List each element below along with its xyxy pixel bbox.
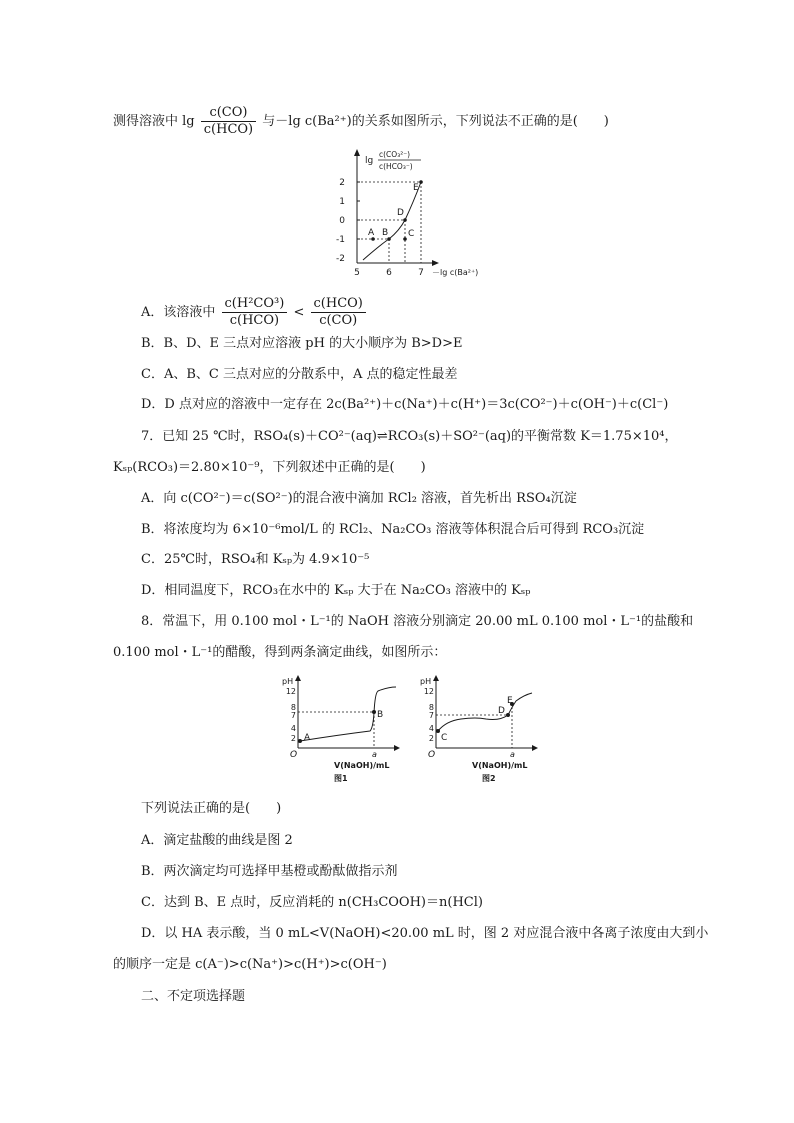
- q6-option-a-f2-den: c(CO): [319, 313, 358, 328]
- q6-option-a-pre: A．该溶液中: [141, 305, 216, 320]
- fig2-label-c: C: [441, 733, 448, 743]
- q6-option-a-lt: <: [293, 305, 305, 320]
- q6-label-e: E: [413, 183, 419, 193]
- fig1-xlabel: V(NaOH)/mL: [334, 761, 390, 770]
- q8-option-d-line1: D．以 HA 表示酸，当 0 mL<V(NaOH)<20.00 mL 时，图 2 对应混合液中各离子浓度由大到小: [141, 926, 709, 941]
- q6-curve: [363, 182, 421, 260]
- q6-point-e: [419, 180, 423, 184]
- q6-xtick: 7: [418, 268, 424, 278]
- fig1-origin: O: [290, 750, 298, 760]
- fig1-ylabel: pH: [282, 677, 294, 686]
- q7-line1: 7．已知 25 ℃时，RSO₄(s)＋CO²⁻(aq)⇌RCO₃(s)＋SO²⁻(aq)的平衡常数 K＝1.75×10⁴，: [141, 429, 678, 444]
- fig1-ytick: 7: [290, 711, 296, 720]
- q6-option-c: C．A、B、C 三点对应的分散系中，A 点的稳定性最差: [141, 367, 458, 382]
- q6-stem-pre: 测得溶液中 lg: [113, 114, 195, 129]
- q6-point-c: [403, 237, 407, 241]
- fig2-xtick: a: [510, 750, 515, 759]
- fig2-ytick: 7: [428, 711, 434, 720]
- q6-ytick: -1: [336, 235, 345, 245]
- q6-option-a-frac1: [222, 296, 288, 329]
- fig2-point-d: [506, 713, 510, 717]
- q6-yticks: [336, 178, 360, 264]
- q6-ytick: 1: [339, 197, 345, 207]
- fig1-ytick: 12: [285, 687, 296, 696]
- q6-option-a-frac2: [311, 296, 366, 329]
- fig2-caption: 图2: [482, 774, 496, 783]
- fig2-xlabel: V(NaOH)/mL: [472, 761, 528, 770]
- q8-option-d-line2: 的顺序一定是 c(A⁻)>c(Na⁺)>c(H⁺)>c(OH⁻): [113, 957, 387, 972]
- fig2-origin: O: [428, 750, 436, 760]
- fig1-ytick: 4: [290, 724, 296, 733]
- q6-stem: [113, 105, 609, 138]
- section-heading: 二、不定项选择题: [141, 989, 246, 1004]
- q6-ytick: -2: [336, 254, 345, 264]
- q6-option-a: [141, 296, 368, 329]
- fig2-point-c: [436, 729, 440, 733]
- q8-option-b: B．两次滴定均可选择甲基橙或酚酞做指示剂: [141, 864, 398, 879]
- q6-ylabel-pre: lg: [365, 156, 374, 166]
- q6-frac-num: c(CO): [201, 105, 256, 122]
- q8-option-c: C．达到 B、E 点时，反应消耗的 n(CH₃COOH)＝n(HCl): [141, 895, 483, 910]
- fig1-point-a: [298, 739, 302, 743]
- fig2-ytick: 8: [428, 703, 434, 712]
- fig1-caption: 图1: [334, 774, 348, 783]
- q6-option-a-f1-num: c(H²CO³): [222, 296, 288, 313]
- q7-option-b: B．将浓度均为 6×10⁻⁶mol/L 的 RCl₂、Na₂CO₃ 溶液等体积混合后可得到 RCO₃沉淀: [141, 522, 645, 537]
- q6-fraction: [201, 105, 256, 138]
- q6-xtick: 6: [386, 268, 392, 278]
- q6-stem-post: 与－lg c(Ba²⁺)的关系如图所示，下列说法不正确的是( ): [262, 114, 609, 129]
- q8-figure-2: [416, 673, 546, 788]
- q8-prompt: 下列说法正确的是( ): [141, 801, 282, 816]
- q6-label-b: B: [382, 228, 389, 238]
- q6-label-c: C: [408, 229, 415, 239]
- q6-ytick: 2: [339, 178, 345, 188]
- q7-option-d: D．相同温度下，RCO₃在水中的 Kₛₚ 大于在 Na₂CO₃ 溶液中的 Kₛₚ: [141, 583, 531, 598]
- q7-line2: Kₛₚ(RCO₃)＝2.80×10⁻⁹，下列叙述中正确的是( ): [113, 460, 426, 475]
- fig2-ytick: 12: [423, 687, 434, 696]
- fig1-label-a: A: [304, 733, 311, 743]
- fig1-label-b: B: [377, 710, 384, 720]
- q6-option-b: B．B、D、E 三点对应溶液 pH 的大小顺序为 B>D>E: [141, 336, 463, 351]
- q8-line2: 0.100 mol・L⁻¹的醋酸，得到两条滴定曲线，如图所示：: [113, 645, 447, 660]
- q8-option-a: A．滴定盐酸的曲线是图 2: [141, 833, 293, 848]
- fig2-label-d: D: [498, 706, 505, 716]
- q6-xtick: 5: [354, 268, 360, 278]
- q7-option-a: A．向 c(CO²⁻)＝c(SO²⁻)的混合液中滴加 RCl₂ 溶液，首先析出 RSO₄沉淀: [141, 491, 577, 506]
- q6-option-a-f2-num: c(HCO): [311, 296, 366, 313]
- fig2-curve: [438, 693, 532, 731]
- q6-label-d: D: [397, 208, 404, 218]
- fig2-ylabel: pH: [420, 677, 432, 686]
- q6-ylabel-den: c(HCO₃⁻): [379, 162, 413, 171]
- q6-figure: [335, 145, 495, 280]
- fig1-point-b: [372, 710, 376, 714]
- fig1-xtick: a: [372, 750, 377, 759]
- q6-ylabel-num: c(CO₃²⁻): [379, 150, 411, 159]
- fig2-ytick: 4: [428, 724, 434, 733]
- fig2-ytick: 2: [428, 734, 434, 743]
- q8-figure-1: [278, 673, 408, 788]
- q6-option-d: D．D 点对应的溶液中一定存在 2c(Ba²⁺)＋c(Na⁺)＋c(H⁺)＝3c(CO²⁻)＋c(OH⁻)＋c(Cl⁻): [141, 397, 669, 412]
- fig1-ytick: 8: [290, 703, 296, 712]
- q6-ytick: 0: [339, 216, 345, 226]
- q8-line1: 8．常温下，用 0.100 mol・L⁻¹的 NaOH 溶液分别滴定 20.00 mL 0.100 mol・L⁻¹的盐酸和: [141, 614, 694, 629]
- fig2-label-e: E: [507, 696, 513, 706]
- q7-option-c: C．25℃时，RSO₄和 Kₛₚ为 4.9×10⁻⁵: [141, 552, 370, 567]
- q6-point-d: [403, 218, 407, 222]
- q6-label-a: A: [368, 228, 375, 238]
- q6-frac-den: c(HCO): [203, 122, 254, 137]
- fig1-ytick: 2: [290, 734, 296, 743]
- q6-xlabel: －lg c(Ba²⁺): [432, 268, 479, 277]
- q6-option-a-f1-den: c(HCO): [229, 313, 280, 328]
